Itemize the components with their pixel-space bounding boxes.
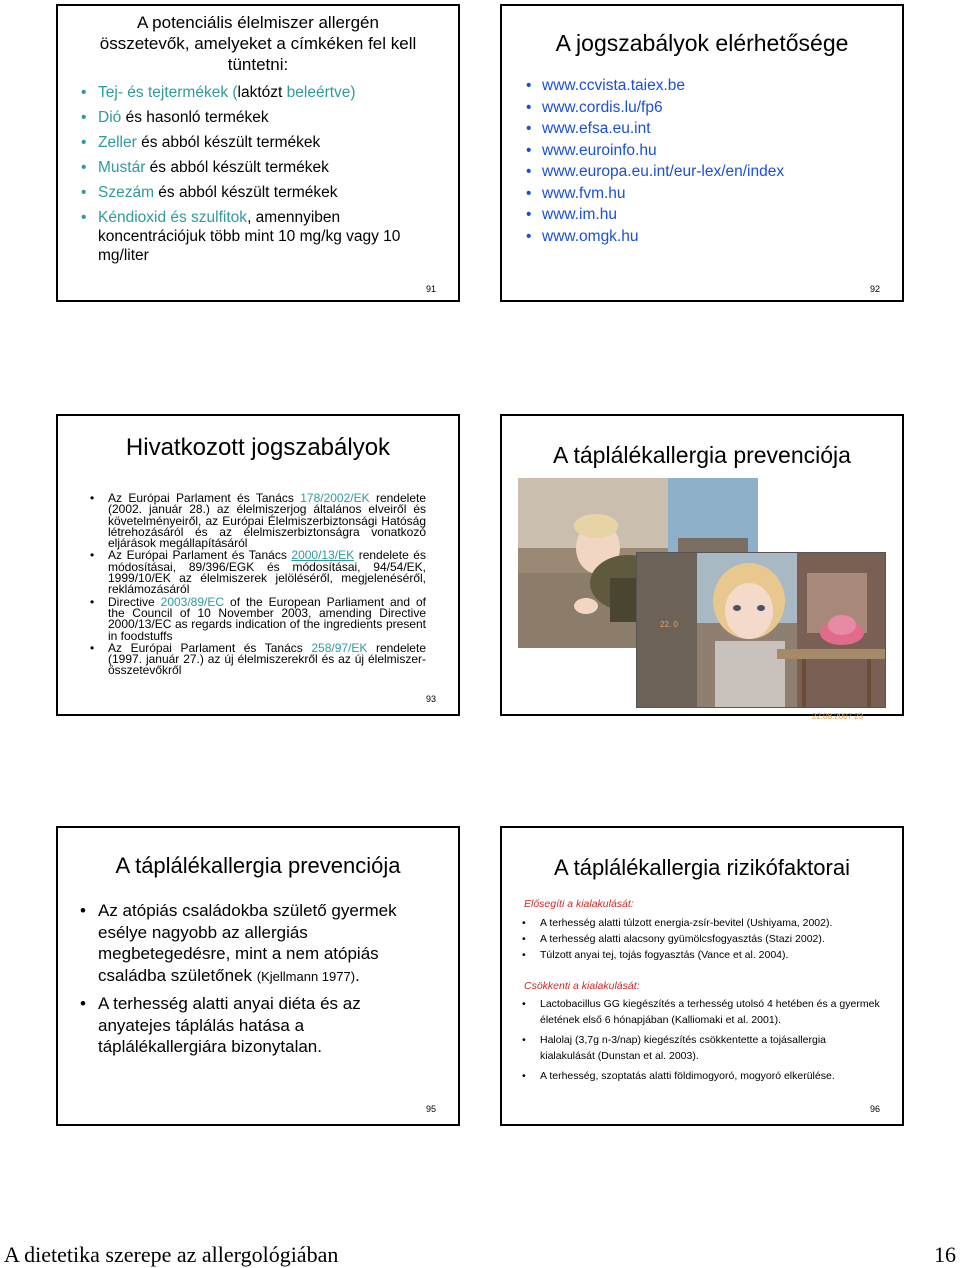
list-item: • Kéndioxid és szulfitok, amennyiben koncentrációjuk több mint 10 mg/kg vagy 10 mg/liter bbox=[98, 208, 433, 265]
list-item bbox=[542, 119, 892, 138]
slide-93 bbox=[56, 414, 460, 716]
list-item bbox=[542, 205, 892, 224]
link[interactable]: www.omgk.hu bbox=[542, 227, 639, 245]
slide-title: Hivatkozott jogszabályok bbox=[125, 434, 391, 461]
list-item bbox=[542, 227, 892, 246]
page-number: 96 bbox=[869, 1104, 880, 1114]
prevention-list bbox=[98, 900, 428, 1064]
slide-title: A táplálékallergia prevenciója bbox=[115, 853, 401, 878]
link[interactable]: www.europa.eu.int/eur-lex/en/index bbox=[542, 163, 785, 180]
list-item: • Az atópiás családokba születő gyermek esélye nagyobb az allergiás megbetegedésre, mint a nem atópiás családba születőnek (Kjellmann 1977). bbox=[98, 900, 428, 987]
list-item: • Halolaj (3,7g n-3/nap) kiegészítés csökkentette a tojásallergia kialakulását (Dunstan et al. 2003). bbox=[540, 1032, 880, 1064]
slide-96 bbox=[500, 826, 904, 1126]
section-heading: Csökkenti a kialakulását: bbox=[524, 980, 640, 992]
slide-91 bbox=[56, 4, 460, 302]
page-number: 93 bbox=[425, 694, 436, 704]
list-item: • Szezám és abból készült termékek bbox=[98, 183, 433, 202]
list-item: • Zeller és abból készült termékek bbox=[98, 133, 433, 152]
list-item: • A terhesség, szoptatás alatti földimogyoró, mogyoró elkerülése. bbox=[540, 1068, 880, 1084]
risk-list bbox=[540, 915, 880, 963]
link[interactable]: www.euroinfo.hu bbox=[542, 141, 657, 159]
link-list bbox=[542, 76, 892, 246]
list-item: • Lactobacillus GG kiegészítés a terhesség utolsó 4 hetében és a gyermek életének első 6 hónapjában (Kalliomaki et al. 2001). bbox=[540, 996, 880, 1028]
list-item: • Az Európai Parlament és Tanács 258/97/EK rendelete (1997. január 27.) az új élelmiszerekről és az új élelmiszer-összetevőkről bbox=[108, 643, 426, 677]
photo-date-stamp: 22.08.2007 23 bbox=[812, 712, 864, 721]
list-item: • Dió és hasonló termékek bbox=[98, 108, 433, 127]
list-item: • A terhesség alatti túlzott energia-zsír-bevitel (Ushiyama, 2002). bbox=[540, 915, 880, 931]
document-page-number: 16 bbox=[934, 1242, 956, 1267]
girl-cake-photo bbox=[636, 552, 886, 708]
protective-list bbox=[540, 996, 880, 1084]
list-item: • A terhesség alatti alacsony gyümölcsfogyasztás (Stazi 2002). bbox=[540, 931, 880, 947]
list-item: • Mustár és abból készült termékek bbox=[98, 158, 433, 177]
regulation-list bbox=[108, 493, 426, 678]
slide-title: A táplálékallergia rizikófaktorai bbox=[554, 855, 850, 880]
list-item: • Az Európai Parlament és Tanács 2000/13/EK rendelete és módosításai, 89/396/EGK és módosításai, 94/54/EK, 1999/10/EK az élelmiszerek jelöléséről, megjelenéséről, reklámozásáról bbox=[108, 550, 426, 595]
list-item: • Az Európai Parlament és Tanács 178/2002/EK rendelete (2002. január 28.) az élelmiszerjog általános elveiről és követelményeiről, az Európai Élelmiszerbiztonsági Hatóság létrehozásáról és az élelmiszerbiztonságra vonatkozó eljárások megállapításáról bbox=[108, 493, 426, 549]
allergen-list bbox=[98, 83, 433, 265]
page-number: 92 bbox=[869, 284, 880, 294]
list-item bbox=[542, 141, 892, 160]
list-item: • Directive 2003/89/EC of the European Parliament and of the Council of 10 November 2003, amending Directive 2000/13/EC as regards indication of the ingredients present in foodstuffs bbox=[108, 597, 426, 642]
list-item bbox=[542, 98, 892, 117]
list-item: • Túlzott anyai tej, tojás fogyasztás (Vance et al. 2004). bbox=[540, 947, 880, 963]
list-item: • Tej- és tejtermékek (laktózt beleértve) bbox=[98, 83, 433, 102]
link[interactable]: www.efsa.eu.int bbox=[542, 120, 651, 137]
link[interactable]: www.im.hu bbox=[542, 206, 617, 223]
slide-94 bbox=[500, 414, 904, 721]
link[interactable]: www.fvm.hu bbox=[542, 184, 626, 202]
document-title: A dietetika szerepe az allergológiában bbox=[4, 1242, 339, 1267]
page-number: 95 bbox=[425, 1104, 436, 1114]
list-item bbox=[542, 162, 892, 181]
section-heading: Elősegíti a kialakulását: bbox=[524, 898, 634, 910]
link[interactable]: www.cordis.lu/fp6 bbox=[542, 98, 663, 116]
photo-date-stamp: 22. 0 bbox=[660, 620, 678, 629]
list-item: • A terhesség alatti anyai diéta és az anyatejes táplálás hatása a táplálékallergiára bizonytalan. bbox=[98, 993, 428, 1058]
slide-title: A táplálékallergia prevenciója bbox=[553, 442, 851, 468]
page-number: 91 bbox=[425, 284, 436, 294]
link[interactable]: www.ccvista.taiex.be bbox=[542, 77, 685, 94]
list-item bbox=[542, 76, 892, 95]
slide-title: A jogszabályok elérhetősége bbox=[555, 30, 849, 56]
list-item bbox=[542, 184, 892, 203]
slide-95 bbox=[56, 826, 460, 1126]
slide-92 bbox=[500, 4, 904, 302]
slide-title: A potenciális élelmiszer allergén összetevők, amelyeket a címkéken fel kell tüntetni: bbox=[99, 13, 417, 74]
